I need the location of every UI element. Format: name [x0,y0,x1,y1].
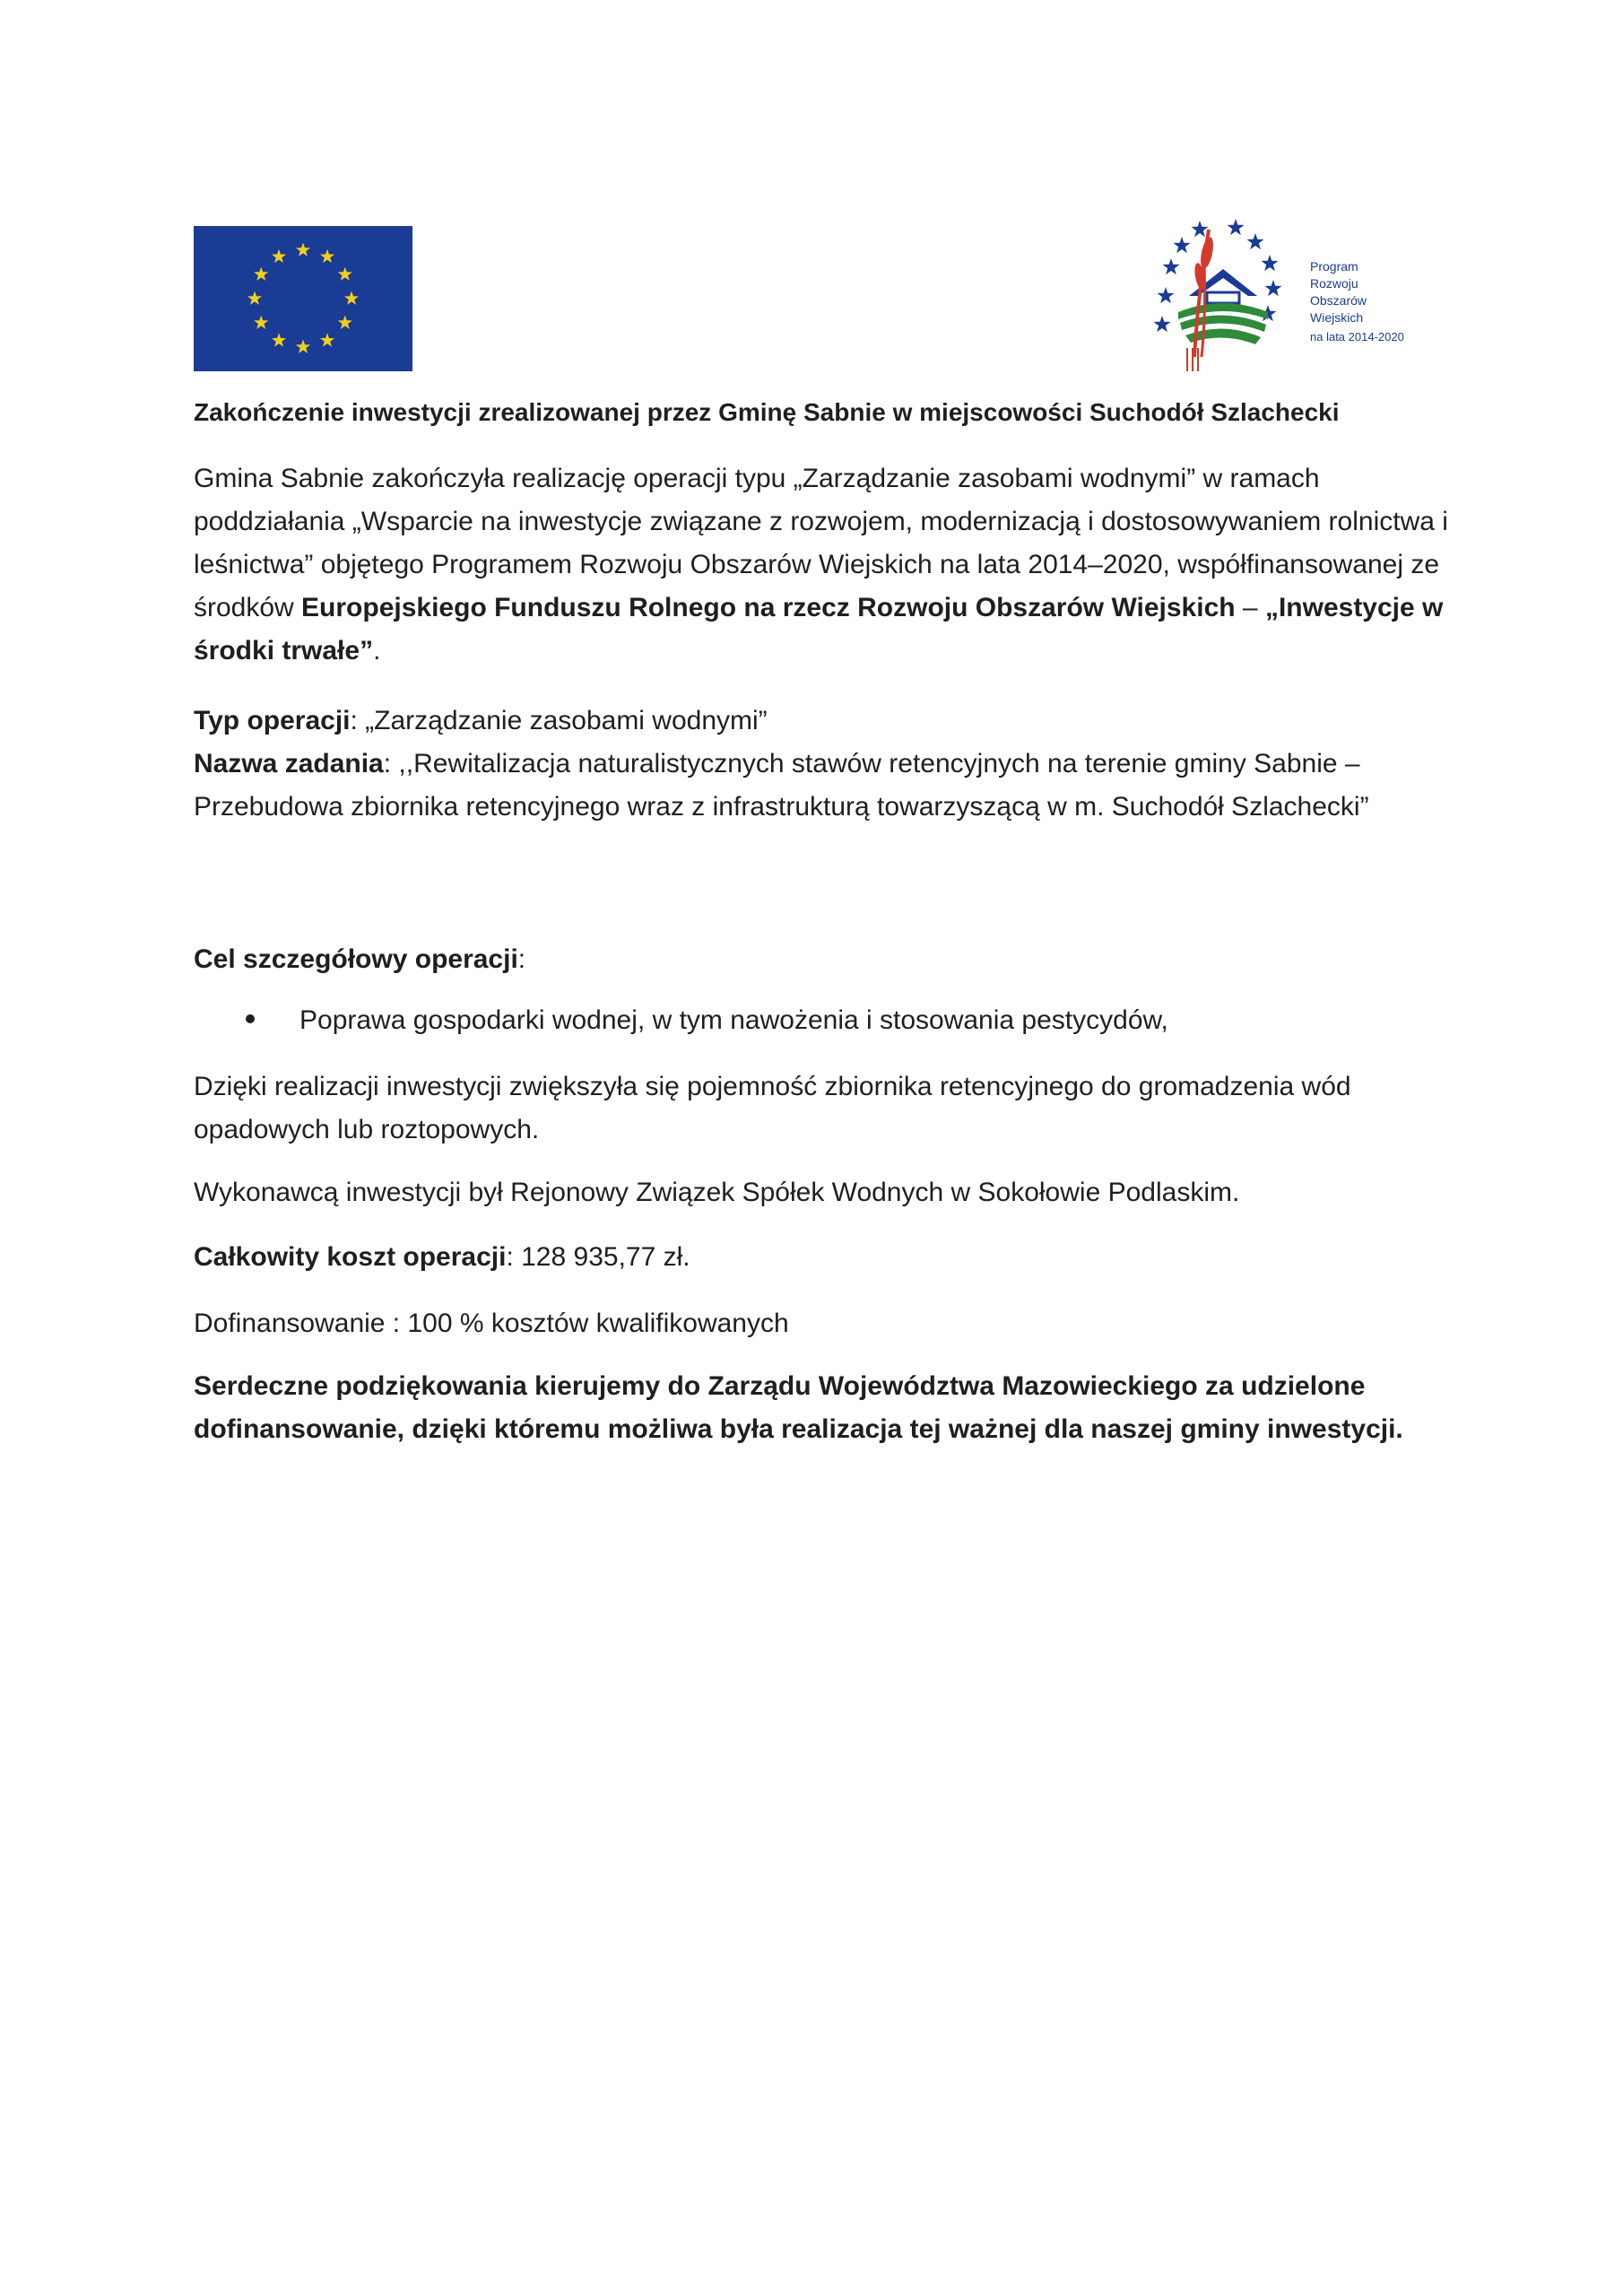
prow-star [1227,219,1244,235]
intro-paragraph [194,457,1467,673]
eu-star [296,243,310,257]
task-name-line [194,743,1467,829]
task-name-value: : ,,Rewitalizacja naturalistycznych stawów retencyjnych na terenie gminy Sabnie – Przebudowa zbiornika retencyjnego wraz z infrastrukturą towarzyszącą w m. Suchodół Szlachecki” [194,749,1369,822]
prow-years: na lata 2014-2020 [1310,330,1404,344]
cost-paragraph [194,1236,1467,1279]
prow-star [1246,233,1263,249]
prow-logo-text [1310,258,1404,345]
eu-star [254,316,268,329]
contractor-paragraph: Wykonawcą inwestycji był Rejonowy Związek Spółek Wodnych w Sokołowie Podlaskim. [194,1178,1240,1207]
objective-item-text: Poprawa gospodarki wodnej, w tym nawożenia i stosowania pestycydów, [299,1005,1168,1035]
eu-star [254,267,268,281]
eu-flag-logo [194,226,412,371]
prow-star [1173,237,1190,253]
eu-star [320,249,334,263]
prow-star [1191,221,1208,237]
cost-label: Całkowity koszt operacji [194,1242,507,1272]
operation-block [194,700,1467,829]
prow-line-2: Rozwoju [1310,276,1358,291]
eu-star [272,249,286,263]
funding-paragraph: Dofinansowanie : 100 % kosztów kwalifikowanych [194,1309,789,1338]
prow-line-1: Program [1310,259,1358,274]
eu-star [320,333,334,346]
eu-star [247,291,262,305]
thanks-paragraph: Serdeczne podziękowania kierujemy do Zarządu Województwa Mazowieckiego za udzielone dofinansowanie, dzięki któremu możliwa była realizacja tej ważnej dla naszej gminy inwestycji. [194,1371,1403,1444]
eu-star [338,267,352,281]
eu-star [296,340,310,353]
intro-text-a: Gmina Sabnie zakończyła realizację operacji typu „Zarządzanie zasobami wodnymi” w ramach poddziałania „Wsparcie na inwestycje związane z rozwojem, modernizacją i dostosowywaniem rolnictwa i leśnictwa” objętego Programem Rozwoju Obszarów Wiejskich na lata 2014–2020, współfinansowanej ze środków [194,464,1448,622]
task-name-label: Nazwa zadania [194,749,384,778]
intro-text-b: – [1235,593,1265,622]
operation-type-line [194,700,1467,743]
prow-star [1157,287,1174,303]
objective-heading [194,938,1467,981]
eu-stars-icon [194,226,412,371]
prow-star [1261,255,1278,271]
prow-star [1162,258,1179,274]
result-paragraph: Dzięki realizacji inwestycji zwiększyła się pojemność zbiornika retencyjnego do gromadzenia wód opadowych lub roztopowych. [194,1072,1351,1144]
prow-line-4: Wiejskich [1310,310,1364,325]
intro-text-c: . [373,636,381,665]
document-title: Zakończenie inwestycji zrealizowanej przez Gminę Sabnie w miejscowości Suchodół Szlachecki [194,398,1340,426]
prow-emblem-icon [1135,213,1306,375]
prow-star [1264,280,1281,296]
operation-type-value: : „Zarządzanie zasobami wodnymi” [350,706,768,735]
bullet-icon [246,1014,255,1023]
prow-line-3: Obszarów [1310,293,1367,308]
objective-label: Cel szczegółowy operacji [194,944,518,974]
objective-colon: : [517,944,526,974]
prow-star [1153,316,1170,332]
objective-list-item [194,999,1168,1042]
intro-bold-a: Europejskiego Funduszu Rolnego na rzecz Rozwoju Obszarów Wiejskich [301,593,1236,622]
cost-value: : 128 935,77 zł. [506,1242,690,1272]
prow-logo [1135,213,1476,375]
intro-bold-b: „Inwestycje w środki trwałe” [194,593,1444,665]
eu-star [272,333,286,346]
operation-type-label: Typ operacji [194,706,351,735]
eu-star [344,291,359,305]
eu-star [338,316,352,329]
